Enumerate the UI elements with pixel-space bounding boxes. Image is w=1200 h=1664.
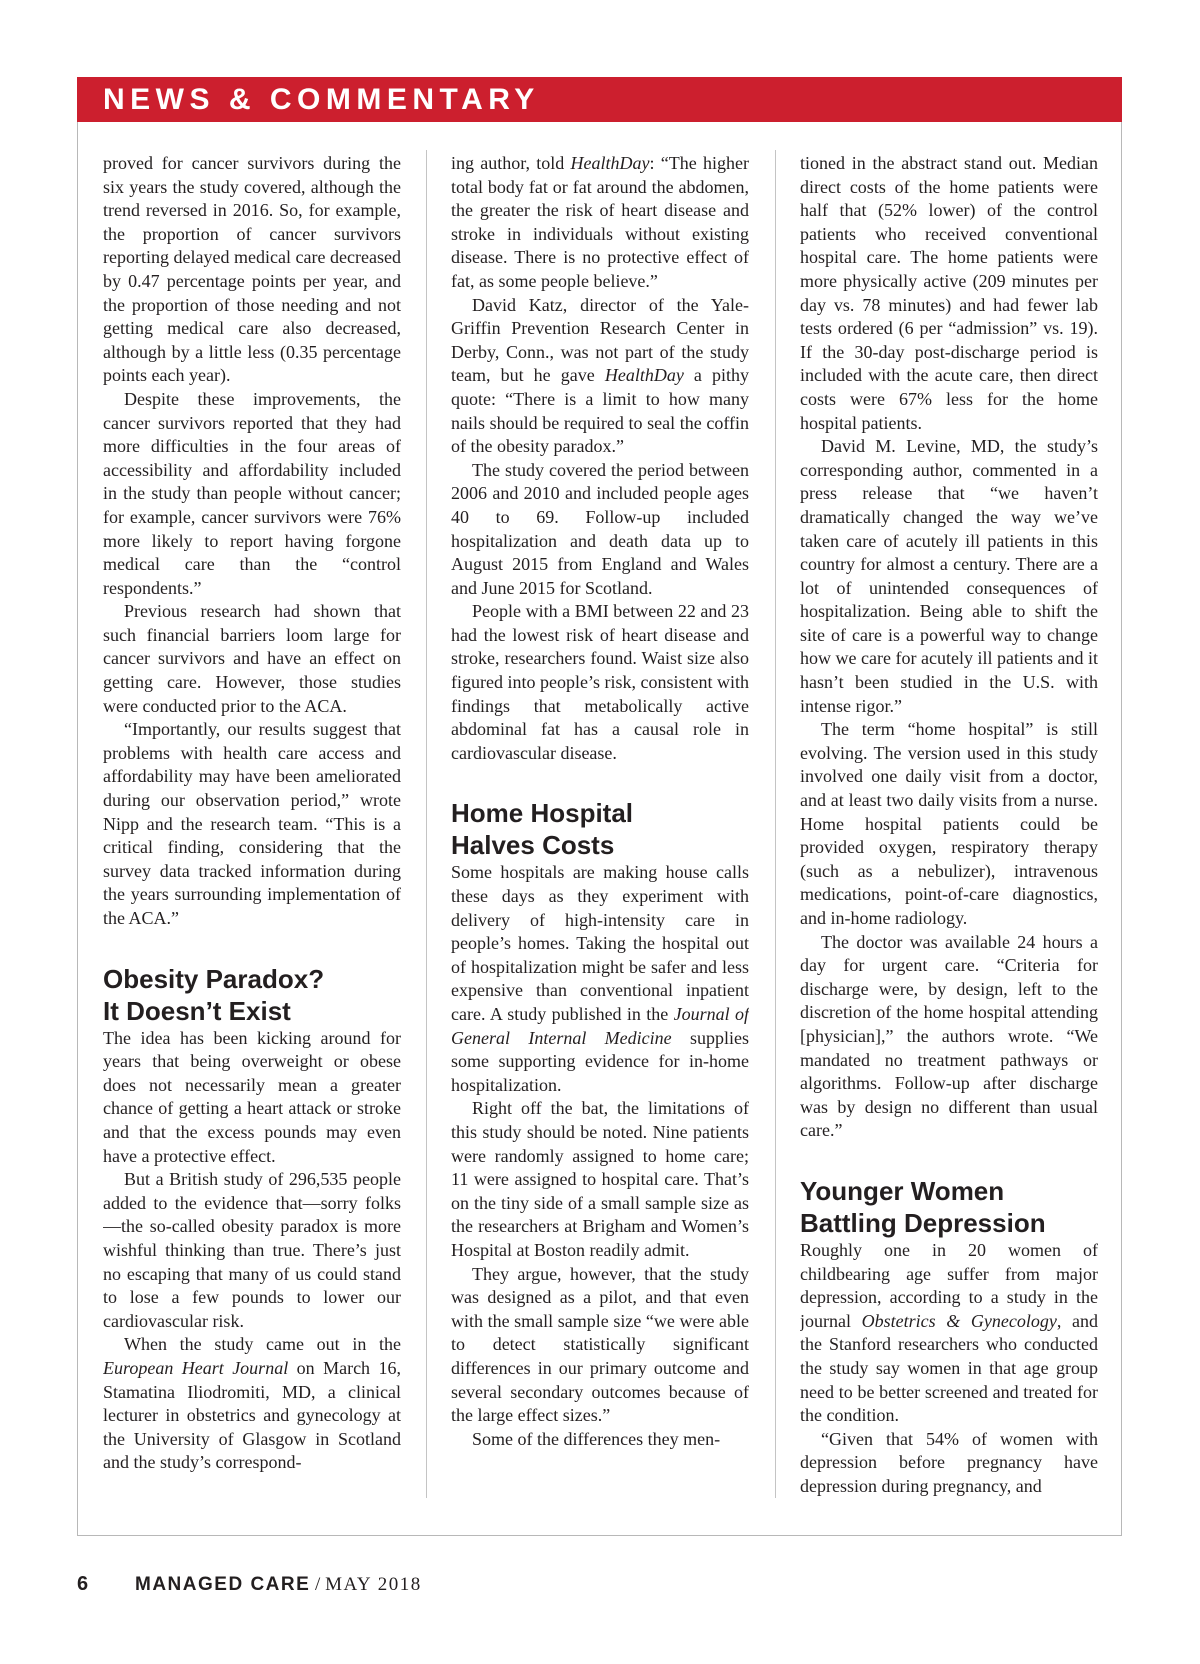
publication-name: HealthDay (570, 153, 650, 173)
article-column-2 (451, 152, 749, 1504)
column-divider (426, 150, 427, 1498)
article-column-1 (103, 152, 401, 1504)
paragraph: Despite these improvements, the cancer survivors reported that they had more difficulties in the four areas of accessibility and affordability included in the study than people without cancer; for example, cancer survivors were 76% more likely to report having forgone medical care than the “control respondents.” (103, 388, 401, 598)
paragraph: The study covered the period between 2006 and 2010 and included people ages 40 to 69. Follow-up included hospitalization and death data up to August 2015 from England and Wales and June 2015 for Scotland. (451, 459, 749, 598)
footer-separator: / (310, 1574, 326, 1595)
paragraph: proved for cancer survivors during the six years the study covered, although the trend reversed in 2016. So, for example, the proportion of cancer survivors reporting delayed medical care decreased by 0.47 percentage points per year, and the proportion of those needing and not getting medical care also decreased, although by a little less (0.35 percentage points each year). (103, 153, 401, 386)
journal-title: Journal of General Internal Medicine (451, 1004, 749, 1048)
paragraph (103, 1333, 401, 1475)
text-run: supplies some supporting evidence for in-home hospitalization. (451, 1027, 749, 1095)
text-run: Roughly one in 20 women of childbearing age suffer from major depression, according to a study in the journal (800, 1239, 1098, 1331)
paragraph: The term “home hospital” is still evolving. The version used in this study involved one daily visit from a doctor, and at least two daily visits from a nurse. Home hospital patients could be provided oxygen, respiratory therapy (such as a nebulizer), intravenous medications, point-of-care diagnostics, and in-home radiology. (800, 719, 1098, 928)
paragraph: Previous research had shown that such financial barriers loom large for cancer survivors and have an effect on getting care. However, those studies were conducted prior to the ACA. (103, 601, 401, 716)
text-run: Some hospitals are making house calls these days as they experiment with delivery of high-intensity care in people’s homes. Taking the hospital out of hospitalization might be safer and less expensive than conventional inpatient care. A study published in the (451, 862, 749, 1024)
paragraph (451, 152, 749, 294)
heading-line: Halves Costs (451, 830, 615, 861)
article-column-3 (800, 152, 1098, 1504)
page-footer (77, 1569, 422, 1599)
paragraph: David M. Levine, MD, the study’s corresponding author, commented in a press release that “we haven’t dramatically changed the way we’ve taken care of acutely ill patients in this country for almost a century. There are a lot of unintended consequences of hospitalization. Being able to shift the site of care is a powerful way to change how we care for acutely ill patients and it hasn’t been studied in the U.S. with intense rigor.” (800, 436, 1098, 716)
publication-name: HealthDay (604, 365, 684, 386)
text-run: ing author, told (451, 153, 571, 173)
paragraph: People with a BMI between 22 and 23 had the lowest risk of heart disease and stroke, researchers found. Waist size also figured into people’s risk, consistent with findings that metabolically active abdominal fat has a causal role in cardiovascular disease. (451, 601, 749, 763)
text-run: When the study came out in the (124, 1334, 401, 1355)
paragraph: They argue, however, that the study was designed as a pilot, and that even with the small sample size “we were able to detect statistically significant differences in our primary outcome and several secondary outcomes because of the large effect sizes.” (451, 1263, 749, 1426)
issue-date: MAY 2018 (325, 1574, 422, 1595)
heading-line: It Doesn’t Exist (103, 995, 291, 1026)
paragraph: “Given that 54% of women with depression before pregnancy have depression during pregnancy, and (800, 1428, 1098, 1496)
heading-line: Obesity Paradox? (103, 963, 325, 994)
text-run: , and the Stanford researchers who conducted the study say women in that age group need to be better screened and treated for the condition. (800, 1310, 1098, 1426)
article-heading-younger-women (800, 1175, 1098, 1239)
paragraph: Right off the bat, the limitations of this study should be noted. Nine patients were randomly assigned to home care; 11 were assigned to hospital care. That’s on the tiny side of a small sample size as the researchers at Brigham and Women’s Hospital at Boston readily admit. (451, 1098, 749, 1260)
heading-line: Younger Women (800, 1175, 1005, 1206)
paragraph (451, 294, 749, 459)
paragraph: The doctor was available 24 hours a day for urgent care. “Criteria for discharge were, by design, left to the discretion of the home hospital attending [physician],” the authors wrote. “We mandated no treatment pathways or algorithms. Follow-up after discharge was by design no different than usual care.” (800, 931, 1098, 1141)
paragraph (451, 861, 749, 1097)
journal-title: European Heart Journal (103, 1357, 289, 1378)
heading-line: Battling Depression (800, 1207, 1046, 1238)
section-banner (77, 77, 1122, 122)
paragraph: tioned in the abstract stand out. Median direct costs of the home patients were half that (52% lower) of the control patients who received conventional hospital care. The home patients were more physically active (209 minutes per day vs. 78 minutes) and had fewer lab tests ordered (6 per “admission” vs. 19). If the 30-day post-discharge period is included with the acute care, then direct costs were 67% less for the home hospital patients. (800, 153, 1098, 433)
section-title: NEWS & COMMENTARY (103, 83, 540, 116)
article-heading-obesity-paradox (103, 963, 401, 1027)
magazine-name: MANAGED CARE (135, 1574, 311, 1595)
page-number: 6 (77, 1573, 89, 1595)
paragraph (800, 1239, 1098, 1428)
journal-title: Obstetrics & Gynecology (861, 1310, 1057, 1331)
text-run: a pithy quote: “There is a limit to how many nails should be required to seal the coffin of the obesity paradox.” (451, 365, 749, 457)
column-divider (775, 150, 776, 1498)
paragraph: The idea has been kicking around for years that being overweight or obese does not necessarily mean a greater chance of getting a heart attack or stroke and that the excess pounds may even have a protective effect. (103, 1027, 401, 1166)
paragraph: But a British study of 296,535 people added to the evidence that—sorry folks—the so-called obesity paradox is more wishful thinking than true. There’s just no escaping that many of us could stand to lose a few pounds to lower our cardiovascular risk. (103, 1169, 401, 1331)
article-heading-home-hospital (451, 797, 749, 861)
paragraph: Some of the differences they men- (472, 1428, 721, 1449)
text-run: David Katz, director of the Yale-Griffin Prevention Research Center in Derby, Conn., was not part of the study team, but he gave (451, 294, 749, 386)
text-run: : “The higher total body fat or fat around the abdomen, the greater the risk of heart disease and stroke in individuals without existing disease. There is no protective effect of fat, as some people believe.” (451, 153, 749, 291)
paragraph: “Importantly, our results suggest that problems with health care access and affordability may have been ameliorated during our observation period,” wrote Nipp and the research team. “This is a critical finding, considering that the survey data tracked information during the years surrounding implementation of the ACA.” (103, 719, 401, 928)
heading-line: Home Hospital (451, 798, 634, 829)
text-run: on March 16, Stamatina Iliodromiti, MD, a clinical lecturer in obstetrics and gynecology at the University of Glasgow in Scotland and the study’s correspond- (103, 1357, 401, 1473)
